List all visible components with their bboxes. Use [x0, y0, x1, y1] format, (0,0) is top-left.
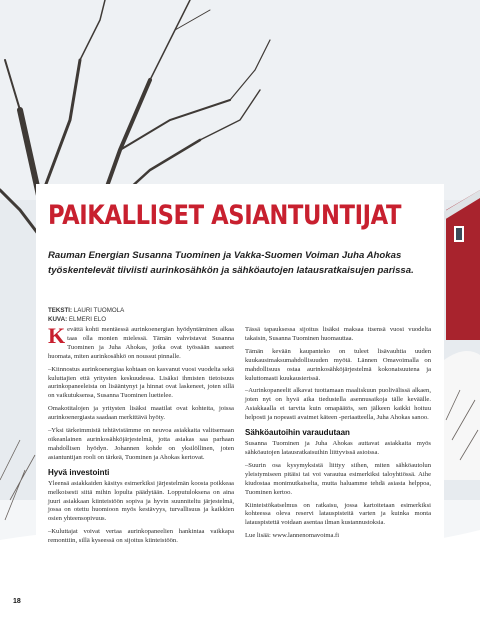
article-title: PAIKALLISET ASIANTUNTIJAT [48, 200, 402, 231]
paragraph: –Suurin osa kysymyksistä liittyy siihen, miten sähköautolun yleistymiseen pitäisi tai voi varautua esimerkiksi taloyhtiössä. Aihe kiudostaa monimutkaiselta, mutta haluamme tehdä asiasta helppoa, Tuominen kertoo. [245, 461, 431, 496]
paragraph: –Kiinnostus aurinkoenergiaa kohtaan on kasvanut vuosi vuodelta sekä kuluttajien että yritysten keskuudessa. Lisäksi ihmisten tietoisuus aurinkopaneeleista on lisääntynyt ja hinnat ovat laskeneet, joten sillä on vaikutuksensa, Susanna Tuominen luettelee. [48, 365, 234, 400]
paragraph: Tämän kevään kaupanteko on tuleet lisävauhtia uuden kuukausimaksumahdollisuuden myötä. Lännen Omavoimalla on mahdollisuus ostaa aurinkosähköjärjestelmä kokonaisuutena ja kuluttomasti kuukausierissä. [245, 347, 431, 382]
paragraph: –Yksi tärkeimmistä tehtävistämme on neuvoa asiakkaita valitsemaan oikeanlainen aurinkosähköjärjestelmä, jotta asiakas saa parhaan mahdollisen hyödyn. Johannen kohde on yksilöllinen, joten asiantuntijan rooli on tärkeä, Tuominen ja Ahokas kertovat. [48, 427, 234, 461]
photo-credit [48, 315, 248, 324]
left-column [48, 323, 234, 550]
text-credit-value: LAURI TUOMOLA [73, 307, 125, 314]
paragraph-text: evättä kohti mentäessä aurinkoenergian hyödyntäminen alkaa taas olla monien mielessä. Tämän vahvistavat Susanna Tuominen ja Juha Ahokas, jotka ovat työssään saaneet huomata, miten aurinkosähkö on noussut pinnalle. [48, 326, 234, 360]
red-barn [440, 190, 480, 340]
website-link[interactable]: Lue lisää: www.lannenomavoima.fi [245, 532, 340, 540]
paragraph [48, 323, 234, 362]
article-credits [48, 306, 248, 324]
subheading: Sähköautoihin varaudutaan [245, 428, 350, 438]
right-column [245, 326, 431, 545]
paragraph: Yleensä asiakkaiden käsitys esimerkiksi järjestelmän koosta poikkeaa melkoisesti siitä mihin lopulta päädytään. Lopputuloksena on aina juuri asiakkaan kiinteistöön sopiva ja hyvin suunniteltu järjestelmä, jossa on otettu huomioon myös kestävyys, turvallisuus ja kaikkien osien yhteensopivuus. [48, 479, 234, 523]
article-lead: Rauman Energian Susanna Tuominen ja Vakka-Suomen Voiman Juha Ahokas työskentelevät tiiviisti aurinkosähkön ja sähköautojen latausratkaisujen parissa. [48, 250, 414, 276]
paragraph: Susanna Tuominen ja Juha Ahokas auttavat asiakkaita myös sähköautojen latausratkaisuihin liittyvissä asioissa. [245, 440, 431, 456]
paragraph: Kiinteistökatselmus on ratkaisu, jossa kartoitetaan esimerkiksi kohteessa oleva reservi latauspisteitä varten ja kuinka monta latauspistettä voidaan asentaa ilman kustannustoksia. [245, 501, 431, 527]
paragraph: –Aurinkopaneelit alkavat tuottamaan maaliskuun puolivälissä alkaen, joten nyt on hyvä aika tiedustella asennusaikoja tälle keväälle. Asiakkaalla ei tarvita kuin omapäätös, sen jälkeen kaikki hoituu helposti ja nopeasti avaimet käteen -periaatteella, Juha Ahokas sanoo. [245, 387, 431, 422]
text-credit [48, 306, 248, 315]
paragraph: Tässä tapauksessa sijoitus lisäksi maksaa itsensä vuosi vuodelta takaisin, Susanna Tuominen huomauttaa. [245, 326, 431, 342]
photo-credit-label: KUVA: [48, 316, 68, 323]
paragraph: Omakotitalojen ja yritysten lisäksi maatilat ovat kohteita, joissa aurinkoenergiasta saadaan merkittävä hyöty. [48, 405, 234, 422]
subheading: Hyvä investointi [48, 467, 110, 477]
drop-cap: K [48, 323, 66, 348]
photo-credit-value: ELMERI ELO [68, 316, 107, 323]
page-number: 18 [13, 598, 21, 605]
text-credit-label: TEKSTI: [48, 307, 73, 314]
paragraph: –Kuluttajat voivat vertaa aurinkopaneelien hankintaa vaikkapa remonttiin, sillä kyseessä on sijoitus kiinteistöön. [48, 528, 234, 545]
